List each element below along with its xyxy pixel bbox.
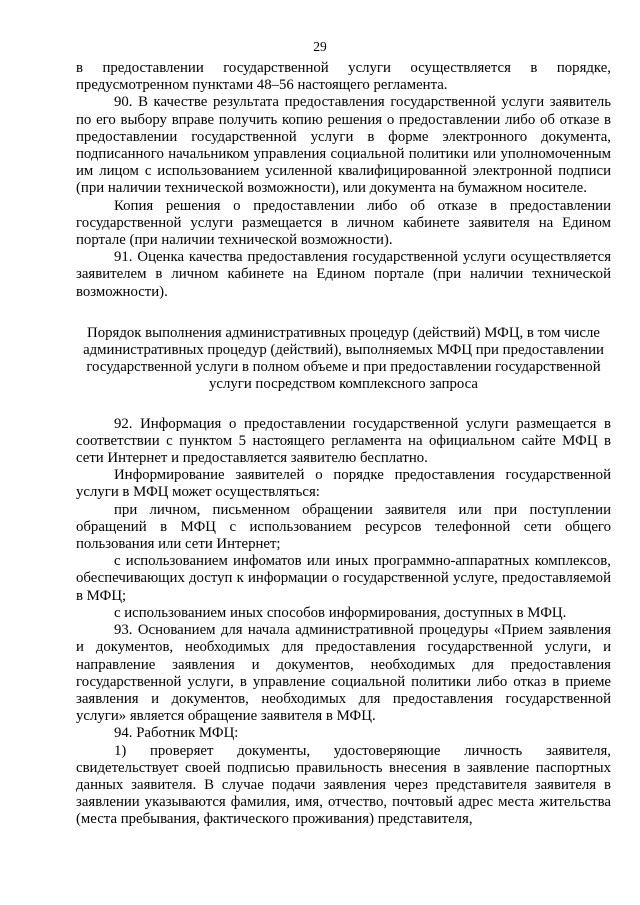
paragraph-93: 93. Основанием для начала административной процедуры «Прием заявления и документов, необходимых для предоставления государственной услуги, и направление заявления и документов, необходимых для предоставления государственной услуги, в управление социальной политики либо отказ в приеме заявления и документов, необходимых для предоставления государственной услуги» является обращение заявителя в МФЦ. bbox=[76, 622, 611, 725]
document-body bbox=[76, 60, 611, 829]
paragraph-91: 91. Оценка качества предоставления государственной услуги осуществляется заявителем в личном кабинете на Едином портале (при наличии технической возможности). bbox=[76, 249, 611, 300]
paragraph-92: 92. Информация о предоставлении государственной услуги размещается в соответствии с пунктом 5 настоящего регламента на официальном сайте МФЦ в сети Интернет и предоставляется заявителю бесплатно. bbox=[76, 415, 611, 467]
section-heading: Порядок выполнения административных процедур (действий) МФЦ, в том числе административных процедур (действий), выполняемых МФЦ при предоставлении государственной услуги в полном объеме и при предоставлении государственной услуги посредством комплексного запроса bbox=[83, 324, 604, 393]
paragraph-informing: Информирование заявителей о порядке предоставления государственной услуги в МФЦ может осуществляться: bbox=[76, 467, 611, 501]
paragraph-personal-request: при личном, письменном обращении заявителя или при поступлении обращений в МФЦ с использованием ресурсов телефонной сети общего пользования или сети Интернет; bbox=[76, 501, 611, 553]
paragraph-94: 94. Работник МФЦ: bbox=[114, 725, 239, 742]
paragraph-continuation: в предоставлении государственной услуги осуществляется в порядке, предусмотренном пунктами 48–56 настоящего регламента. bbox=[76, 60, 611, 94]
paragraph-infomats: с использованием инфоматов или иных программно-аппаратных комплексов, обеспечивающих доступ к информации о государственной услуге, предоставляемой в МФЦ; bbox=[76, 553, 611, 604]
paragraph-copy-decision: Копия решения о предоставлении либо об отказе в предоставлении государственной услуги размещается в личном кабинете заявителя на Едином портале (при наличии технической возможности). bbox=[76, 197, 611, 249]
paragraph-other-methods: с использованием иных способов информирования, доступных в МФЦ. bbox=[114, 604, 567, 621]
page-number: 29 bbox=[313, 39, 327, 54]
paragraph-94-item-1: 1) проверяет документы, удостоверяющие личность заявителя, свидетельствует своей подписью правильность внесения в заявление паспортных данных заявителя. В случае подачи заявления через представителя заявителя в заявлении указываются фамилия, имя, отчество, почтовый адрес места жительства (места пребывания, фактического проживания) представителя, bbox=[76, 742, 611, 828]
paragraph-90: 90. В качестве результата предоставления государственной услуги заявитель по его выбору вправе получить копию решения о предоставлении либо об отказе в предоставлении государственной услуги в форме электронного документа, подписанного начальником управления социальной политики или уполномоченным им лицом с использованием усиленной квалифицированной электронной подписи (при наличии технической возможности), или документа на бумажном носителе. bbox=[76, 94, 611, 197]
